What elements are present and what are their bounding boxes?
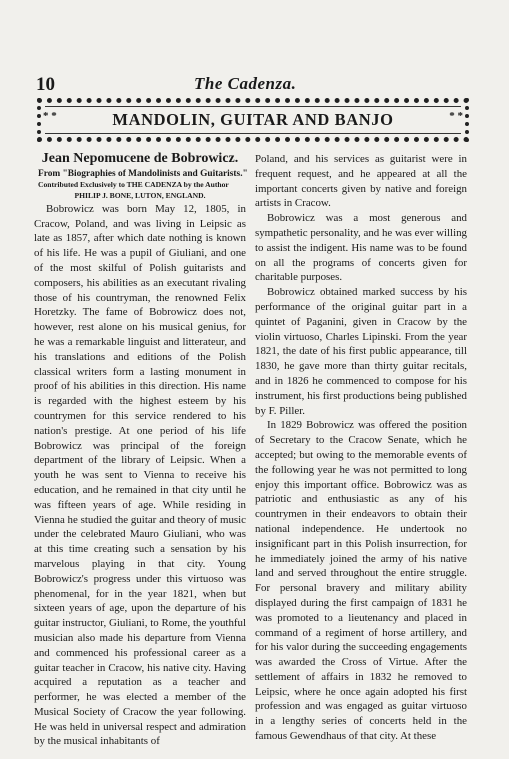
- paragraph: Bobrowicz was born May 12, 1805, in Cracow, Poland, and was living in Leipsic as late as 1857, after which date nothing is known of his life. He was a pupil of Giuliani, and one of the most skilful of Polish guitarists and composers, his abilities as an executant rivaling those of his countryman, the renowned Felix Horetzky. The fame of Bobrowicz does not, however, rest alone on his musical genius, for he was a remarkable linguist and litterateur, and his translations and editions of the Polish classical writers form a lasting monument in proof of his abilities in this direction. His name is regarded with the highest esteem by his countrymen for this service rendered to his nation's prestige. At one period of his life Bobrowicz was principal of the foreign department of the library of Leipsic. When a youth he was sent to Vienna to receive his education, and he remained in that city until he was fifteen years of age. While residing in Vienna he studied the guitar and theory of music under the celebrated Mauro Giuliani, who was at this time creating such a sensation by his marvelous playing in that city. Young Bobrowicz's progress under this virtuoso was phenomenal, for in the year 1821, when but sixteen years of age, upon the departure of his guitar instructor, Giuliani, to Rome, the youthful musician also made his departure from Vienna and commenced his professional career as a guitar teacher in Cracow, his native city. Having acquired a reputation as a teacher and performer, he was elected a member of the Musical Society of Cracow the year following. He was held in universal respect and admiration by the musical inhabitants of: [34, 202, 246, 748]
- right-column: [255, 152, 467, 744]
- section-title: MANDOLIN, GUITAR AND BANJO: [112, 110, 394, 129]
- article-contribution-note: Contributed Exclusively to THE CADENZA by the Author: [38, 179, 229, 189]
- paragraph: In 1829 Bobrowicz was offered the position of Secretary to the Cracow Senate, which he accepted; but owing to the memorable events of the following year he was not permitted to long enjoy this important office. Bobrowicz was as patriotic and enthusiastic as any of his countrymen in their endeavors to obtain their national independence. He undertook no insignificant part in this Polish insurrection, for he immediately joined the army of his native land and served throughout the entire struggle. For personal bravery and military ability displayed during the first campaign of 1831 he was promoted to a lieutenancy and placed in command of a regiment of horse artillery, and for his valor during the succeeding engagements was awarded the Cross of Virtue. After the settlement of affairs in 1832 he removed to Leipsic, where he once again adopted his first profession and was engaged as guitar virtuoso in a lengthy series of concerts held in the famous Gewendhaus of that city. At these: [255, 419, 467, 743]
- paragraph: Bobrowicz was a most generous and sympathetic personality, and he was ever willing to assist the indigent. His name was to be found on all the programs of concerts given for charitable purposes.: [255, 212, 467, 284]
- paragraph: Bobrowicz obtained marked success by his performance of the original guitar part in a quintet of Paganini, given in Cracow by the violin virtuoso, Charles Lipinski. From the year 1821, the date of his first public appearance, till 1830, he gave more than thirty guitar recitals, and in 1826 he commenced to compose for his instrument, his first productions being published by F. Piller.: [255, 286, 467, 417]
- page-number: 10: [36, 74, 55, 95]
- left-column: [34, 152, 246, 749]
- article-author: PHILIP J. BONE, LUTON, ENGLAND.: [74, 190, 206, 200]
- article-title: Jean Nepomucene de Bobrowicz.: [41, 151, 239, 166]
- banner-ornament-left: * *: [43, 110, 57, 122]
- magazine-title: The Cadenza.: [194, 74, 297, 93]
- article-source: From "Biographies of Mandolinists and Guitarists.": [38, 168, 248, 179]
- left-column-body: [34, 202, 246, 749]
- running-header: [36, 74, 476, 96]
- section-banner: [37, 98, 469, 142]
- banner-ornament-right: * *: [449, 110, 463, 122]
- banner-frame: [45, 106, 461, 134]
- paragraph: Poland, and his services as guitarist were in frequent request, and he appeared at all the important concerts given by native and foreign artists in Cracow.: [255, 153, 467, 210]
